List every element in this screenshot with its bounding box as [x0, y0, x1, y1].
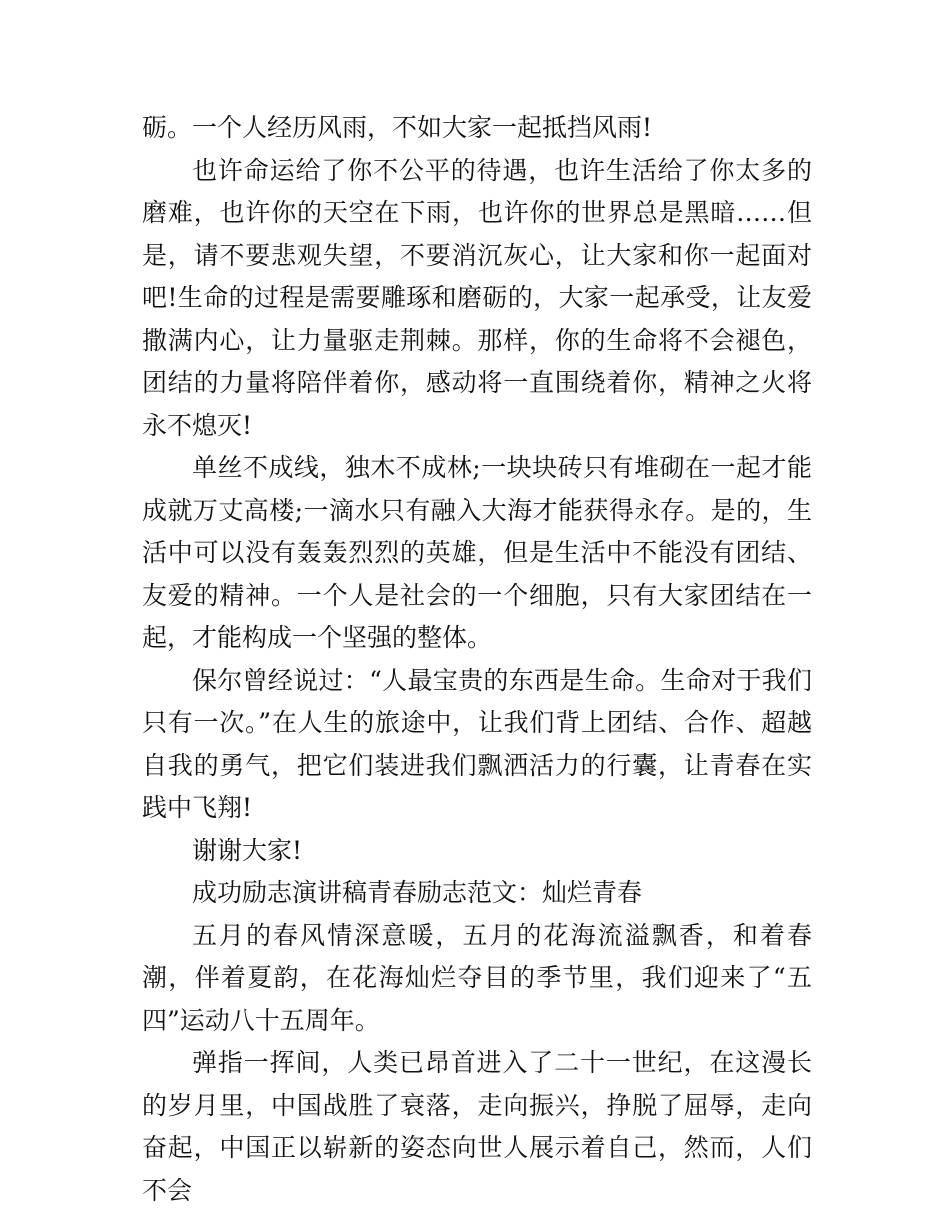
paragraph-fate: 也许命运给了你不公平的待遇，也许生活给了你太多的磨难，也许你的天空在下雨，也许你的世界总是黑暗……但是，请不要悲观失望，不要消沉灰心，让大家和你一起面对吧!生命的过程是需要雕琢和磨砺的，大家一起承受，让友爱撒满内心，让力量驱走荆棘。那样，你的生命将不会褪色，团结的力量将陪伴着你，感动将一直围绕着你，精神之火将永不熄灭! — [142, 155, 812, 440]
document-body — [142, 107, 812, 1212]
paragraph-paul-quote: 保尔曾经说过：“人最宝贵的东西是生命。生命对于我们只有一次。”在人生的旅途中，让我们背上团结、合作、超越自我的勇气，把它们装进我们飘洒活力的行囊，让青春在实践中飞翔! — [142, 665, 812, 822]
paragraph-thanks: 谢谢大家! — [192, 835, 303, 865]
paragraph-continuation: 砺。一个人经历风雨，不如大家一起抵挡风雨! — [142, 113, 653, 142]
section-title: 成功励志演讲稿青春励志范文：灿烂青春 — [192, 878, 643, 907]
paragraph-unity: 单丝不成线，独木不成林;一块块砖只有堆砌在一起才能成就万丈高楼;一滴水只有融入大海才能获得永存。是的，生活中可以没有轰轰烈烈的英雄，但是生活中不能没有团结、友爱的精神。一个人是社会的一个细胞，只有大家团结在一起，才能构成一个坚强的整体。 — [142, 453, 812, 652]
paragraph-may: 五月的春风情深意暖，五月的花海流溢飘香，和着春潮，伴着夏韵，在花海灿烂夺目的季节里，我们迎来了“五四”运动八十五周年。 — [142, 920, 812, 1035]
paragraph-history: 弹指一挥间，人类已昂首进入了二十一世纪，在这漫长的岁月里，中国战胜了衰落，走向振兴，挣脱了屈辱，走向奋起，中国正以崭新的姿态向世人展示着自己，然而，人们不会 — [142, 1048, 812, 1205]
